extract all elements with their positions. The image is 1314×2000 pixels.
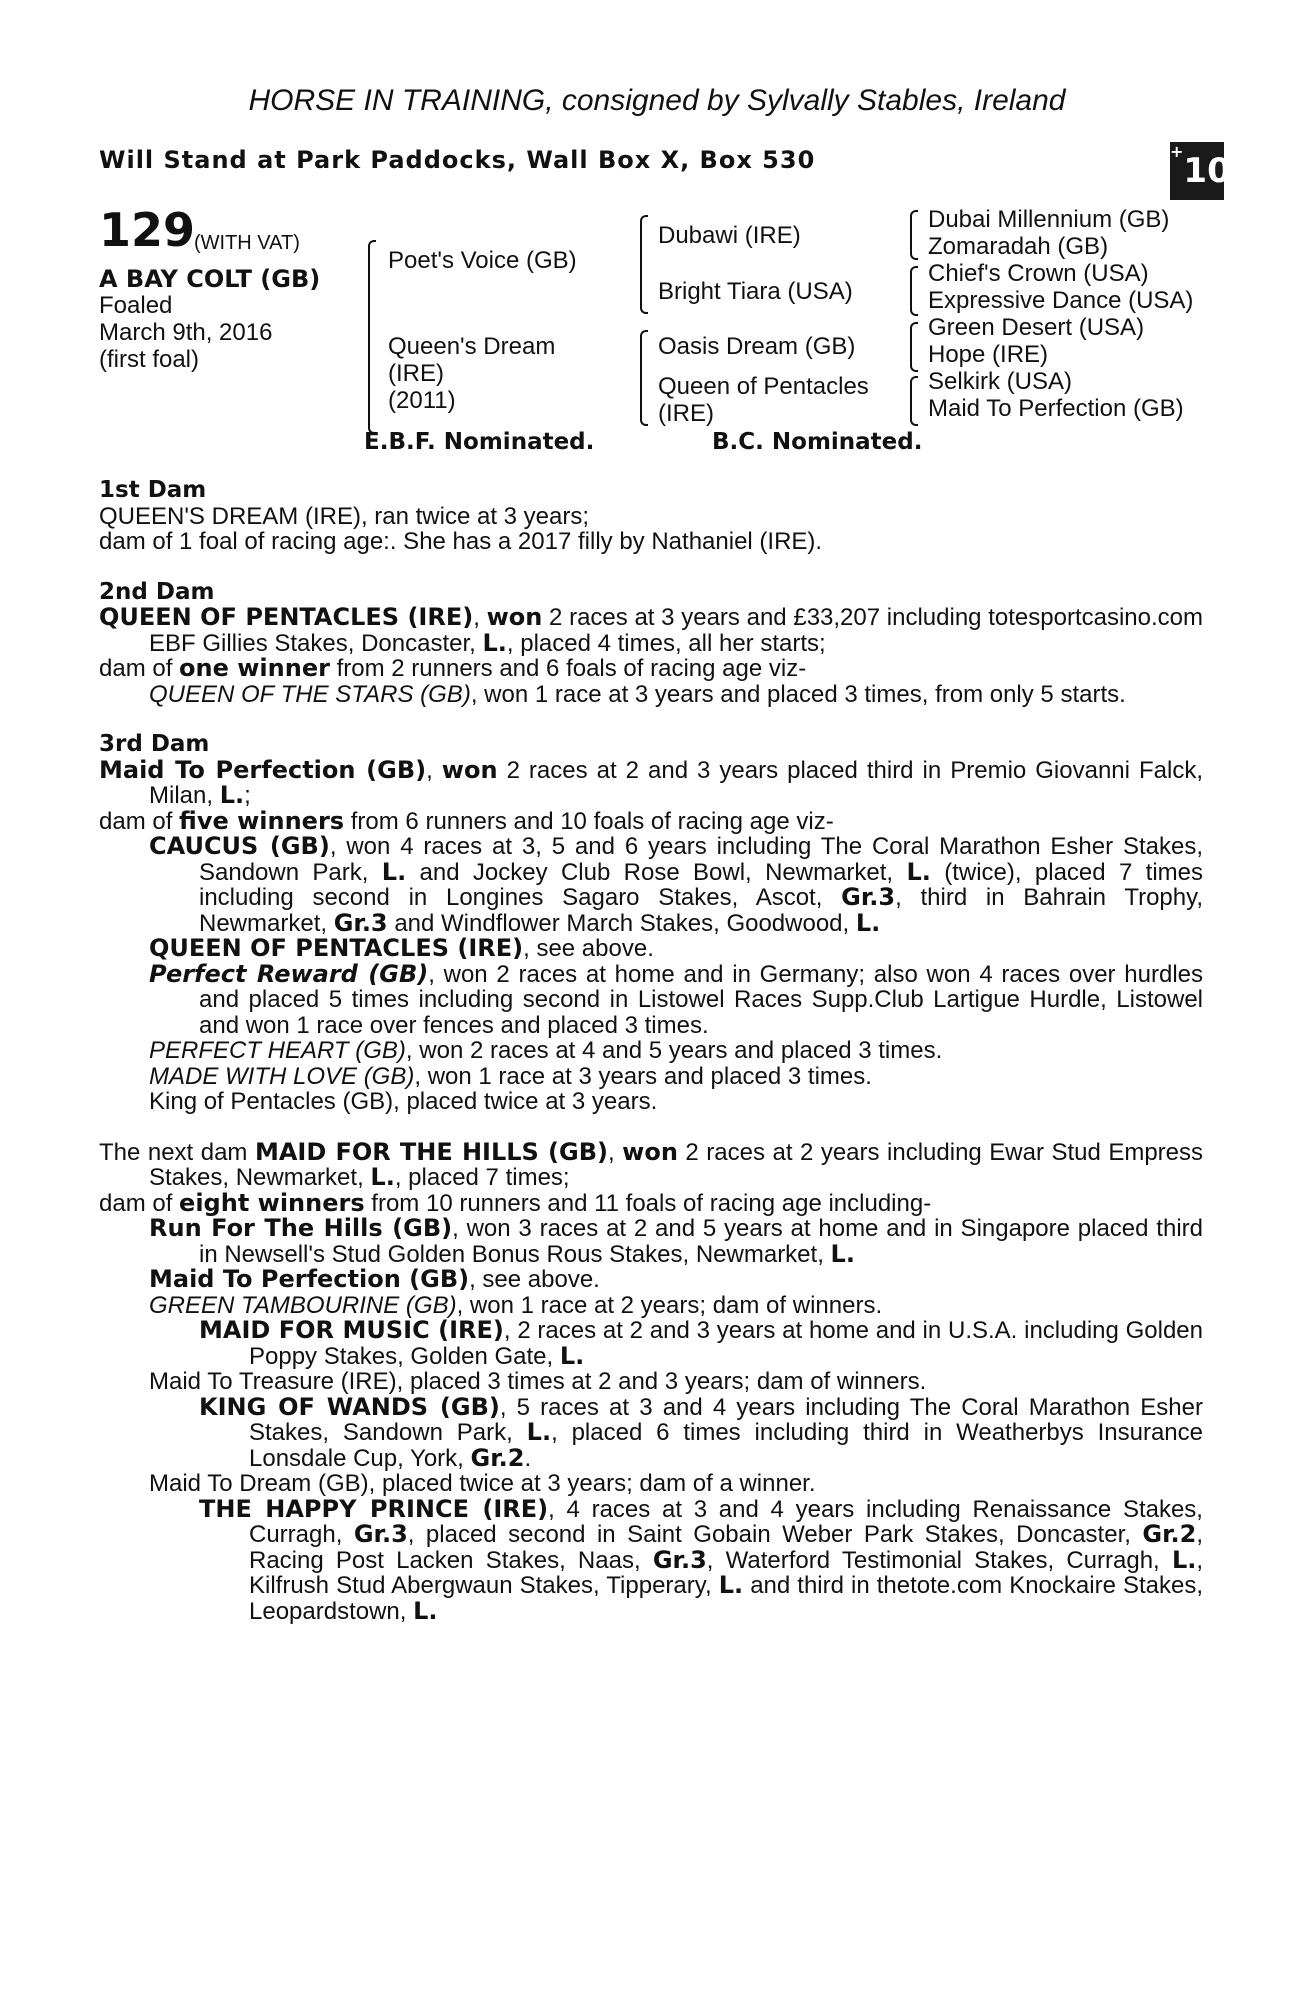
stand-location: Will Stand at Park Paddocks, Wall Box X, Box 530	[99, 146, 816, 174]
first-dam-heading: 1st Dam	[99, 477, 207, 503]
pedigree-grandparents	[928, 206, 1193, 422]
pedigree-dam	[388, 333, 555, 414]
foal-note: (first foal)	[99, 346, 200, 373]
pedigree-dam-sire: Oasis Dream (GB)	[658, 333, 856, 360]
badge-number: 10	[1183, 151, 1231, 191]
qop-entry: QUEEN OF PENTACLES (IRE), see above.	[149, 934, 654, 962]
pedigree-g1: Dubai Millennium (GB)	[928, 206, 1170, 233]
next-dam-produce: dam of eight winners from 10 runners and 11 foals of racing age including-	[99, 1188, 932, 1217]
foaled-label: Foaled	[99, 292, 173, 319]
perfect-reward-entry: Perfect Reward (GB), won 2 races at home and in Germany; also won 4 races over hurdles and placed 5 times including second in Listowel Races Supp.Club Lartigue Hurdle, Listowel and won 1 race over fences and placed 3 times.	[149, 959, 1203, 1039]
g-brace-4	[910, 376, 918, 426]
pedigree-dam-name: Queen's Dream	[388, 333, 556, 360]
pedigree-g4: Expressive Dance (USA)	[928, 287, 1194, 314]
pedigree-sire-dam: Bright Tiara (USA)	[658, 278, 853, 305]
green-tambourine-entry: GREEN TAMBOURINE (GB), won 1 race at 2 years; dam of winners.	[149, 1291, 883, 1319]
lot-number: 129	[99, 203, 196, 257]
maid-to-dream-entry: Maid To Dream (GB), placed twice at 3 years; dam of a winner.	[149, 1470, 816, 1497]
first-dam-line-1: QUEEN'S DREAM (IRE), ran twice at 3 years;	[99, 502, 590, 530]
pedigree-g3: Chief's Crown (USA)	[928, 260, 1149, 287]
first-dam-line-2: dam of 1 foal of racing age:. She has a 2017 filly by Nathaniel (IRE).	[99, 528, 823, 555]
sire-dam-brace	[368, 240, 376, 434]
pedigree-dam-year: (2011)	[388, 387, 456, 414]
dam-parents-brace	[640, 330, 648, 426]
foaled-info	[99, 292, 272, 373]
vat-note: (WITH VAT)	[194, 232, 300, 254]
g-brace-3	[910, 322, 918, 372]
pedigree-dam-dam	[658, 373, 869, 427]
pedigree-g7: Selkirk (USA)	[928, 368, 1073, 395]
happy-prince-entry: THE HAPPY PRINCE (IRE), 4 races at 3 and 4 years including Renaissance Stakes, Curragh, Gr.3, placed second in Saint Gobain Weber Park Stakes, Doncaster, Gr.2, Racing Post Lacken Stakes, Naas, Gr.3, Waterford Testimonial Stakes, Curragh, L., Kilfrush Stud Abergwaun Stakes, Tipperary, L. and third in thetote.com Knockaire Stakes, Leopardstown, L.	[199, 1494, 1204, 1625]
foaled-date: March 9th, 2016	[99, 319, 273, 346]
g-brace-1	[910, 210, 918, 260]
pedigree-g5: Green Desert (USA)	[928, 314, 1145, 341]
pedigree-sire: Poet's Voice (GB)	[388, 247, 577, 274]
maid-for-music-entry: MAID FOR MUSIC (IRE), 2 races at 2 and 3 years at home and in U.S.A. including Golden Poppy Stakes, Golden Gate, L.	[199, 1316, 1204, 1370]
second-dam-heading: 2nd Dam	[99, 578, 215, 605]
pedigree-g2: Zomaradah (GB)	[928, 233, 1109, 260]
page-title: HORSE IN TRAINING, consigned by Sylvally Stables, Ireland	[248, 84, 1066, 117]
maid-to-treasure-entry: Maid To Treasure (IRE), placed 3 times at 2 and 3 years; dam of winners.	[149, 1368, 927, 1395]
pedigree-sire-sire: Dubawi (IRE)	[658, 222, 801, 249]
bc-nominated: B.C. Nominated.	[712, 429, 923, 455]
catalogue-body	[99, 478, 1203, 1624]
second-dam-foal-1: QUEEN OF THE STARS (GB), won 1 race at 3 years and placed 3 times, from only 5 starts.	[149, 680, 1126, 708]
lot-badge	[1170, 142, 1231, 200]
third-dam-record: Maid To Perfection (GB), won 2 races at 2 and 3 years placed third in Premio Giovanni Falck, Milan, L.;	[99, 755, 1203, 809]
horse-name: A BAY COLT (GB)	[99, 265, 321, 293]
made-with-love-entry: MADE WITH LOVE (GB), won 1 race at 3 years and placed 3 times.	[149, 1062, 872, 1090]
pedigree-dam-dam-country: (IRE)	[658, 400, 714, 427]
pedigree-dam-country: (IRE)	[388, 360, 444, 387]
badge-plus: +	[1170, 142, 1184, 161]
second-dam-produce: dam of one winner from 2 runners and 6 foals of racing age viz-	[99, 654, 807, 682]
pedigree-g8: Maid To Perfection (GB)	[928, 395, 1184, 422]
second-dam-record: QUEEN OF PENTACLES (IRE), won 2 races at 3 years and £33,207 including totesportcasino.com EBF Gillies Stakes, Doncaster, L., placed 4 times, all her starts;	[99, 603, 1204, 657]
king-of-pentacles-entry: King of Pentacles (GB), placed twice at 3 years.	[149, 1088, 658, 1115]
caucus-entry: CAUCUS (GB), won 4 races at 3, 5 and 6 years including The Coral Marathon Esher Stakes, Sandown Park, L. and Jockey Club Rose Bowl, Newmarket, L. (twice), placed 7 times including second in Longines Sagaro Stakes, Ascot, Gr.3, third in Bahrain Trophy, Newmarket, Gr.3 and Windflower March Stakes, Goodwood, L.	[149, 832, 1204, 937]
pedigree-dam-dam-name: Queen of Pentacles	[658, 373, 869, 400]
ebf-nominated: E.B.F. Nominated.	[364, 429, 595, 455]
king-of-wands-entry: KING OF WANDS (GB), 5 races at 3 and 4 years including The Coral Marathon Esher Stakes, Sandown Park, L., placed 6 times including third in Weatherbys Insurance Lonsdale Cup, York, Gr.2.	[199, 1392, 1203, 1472]
run-for-the-hills-entry: Run For The Hills (GB), won 3 races at 2 and 5 years at home and in Singapore placed third in Newsell's Stud Golden Bonus Rous Stakes, Newmarket, L.	[149, 1214, 1203, 1268]
third-dam-heading: 3rd Dam	[99, 731, 210, 757]
maid-to-perfection-entry: Maid To Perfection (GB), see above.	[149, 1265, 600, 1293]
perfect-heart-entry: PERFECT HEART (GB), won 2 races at 4 and 5 years and placed 3 times.	[149, 1037, 943, 1064]
pedigree-g6: Hope (IRE)	[928, 341, 1049, 368]
g-brace-2	[910, 266, 918, 316]
third-dam-produce: dam of five winners from 6 runners and 10 foals of racing age viz-	[99, 806, 834, 835]
next-dam-record: The next dam MAID FOR THE HILLS (GB), won 2 races at 2 years including Ewar Stud Empress Stakes, Newmarket, L., placed 7 times;	[99, 1137, 1204, 1191]
sire-parents-brace	[640, 215, 648, 314]
